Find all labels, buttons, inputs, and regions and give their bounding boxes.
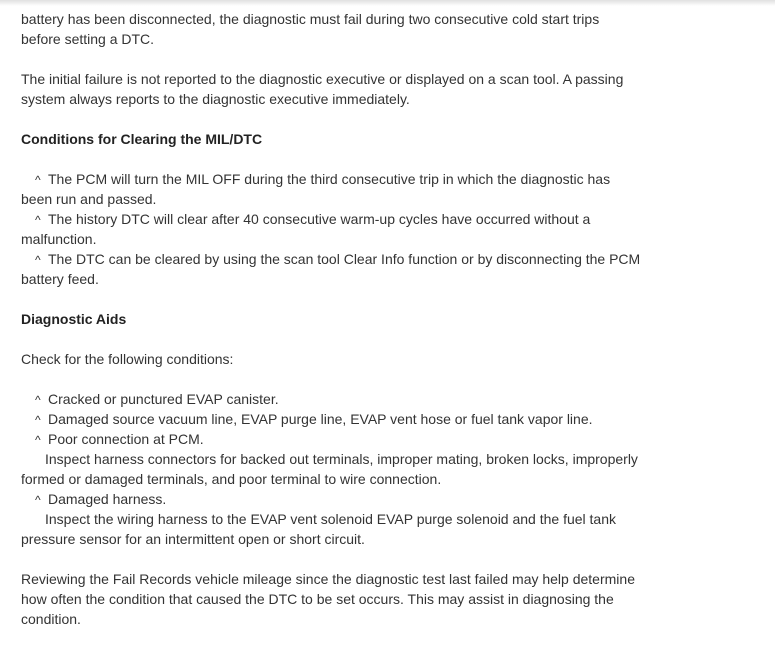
top-scroll-shadow [0,0,775,6]
clearing-item-text: The PCM will turn the MIL OFF during the third consecutive trip in which the diagnostic has [48,171,611,187]
clearing-item-3 [21,249,661,269]
aids-item-text: Damaged harness. [48,491,167,507]
clearing-item-continuation: battery feed. [21,271,99,287]
caret-bullet-icon: ^ [35,393,41,407]
section-heading-diagnostic-aids: Diagnostic Aids [21,311,127,327]
spacer [21,109,661,129]
aids-item-detail: Inspect harness connectors for backed out terminals, improper mating, broken locks, improperly [45,451,638,467]
caret-bullet-icon: ^ [35,413,41,427]
caret-bullet-icon: ^ [35,213,41,227]
clearing-item-text: The history DTC will clear after 40 consecutive warm-up cycles have occurred without a [48,211,591,227]
aids-item-detail-continuation: formed or damaged terminals, and poor terminal to wire connection. [21,471,442,487]
clearing-item-continuation: malfunction. [21,231,97,247]
clearing-item-2 [21,209,661,229]
spacer [21,149,661,169]
spacer [21,329,661,349]
spacer [21,49,661,69]
aids-item-1 [21,389,661,409]
paragraph-line: Reviewing the Fail Records vehicle mileage since the diagnostic test last failed may help determine [21,571,635,587]
aids-item-text: Poor connection at PCM. [48,431,204,447]
aids-item-3 [21,429,661,449]
spacer [21,549,661,569]
clearing-item-1 [21,169,661,189]
document-content [21,9,661,629]
paragraph-line: condition. [21,611,81,627]
caret-bullet-icon: ^ [35,433,41,447]
spacer [21,289,661,309]
aids-item-4 [21,489,661,509]
caret-bullet-icon: ^ [35,493,41,507]
aids-item-detail-continuation: pressure sensor for an intermittent open or short circuit. [21,531,365,547]
clearing-item-continuation: been run and passed. [21,191,157,207]
spacer [21,369,661,389]
aids-item-2 [21,409,661,429]
caret-bullet-icon: ^ [35,253,41,267]
aids-item-text: Damaged source vacuum line, EVAP purge line, EVAP vent hose or fuel tank vapor line. [48,411,593,427]
section-heading-clearing: Conditions for Clearing the MIL/DTC [21,131,263,147]
paragraph-line: how often the condition that caused the DTC to be set occurs. This may assist in diagnosing the [21,591,614,607]
aids-item-text: Cracked or punctured EVAP canister. [48,391,279,407]
paragraph-line: The initial failure is not reported to the diagnostic executive or displayed on a scan tool. A passing [21,71,624,87]
aids-item-detail: Inspect the wiring harness to the EVAP vent solenoid EVAP purge solenoid and the fuel tank [45,511,616,527]
aids-intro: Check for the following conditions: [21,351,234,367]
paragraph-line: before setting a DTC. [21,31,155,47]
paragraph-line: battery has been disconnected, the diagnostic must fail during two consecutive cold start trips [21,11,600,27]
caret-bullet-icon: ^ [35,173,41,187]
paragraph-line: system always reports to the diagnostic executive immediately. [21,91,410,107]
clearing-item-text: The DTC can be cleared by using the scan tool Clear Info function or by disconnecting the PCM [48,251,641,267]
